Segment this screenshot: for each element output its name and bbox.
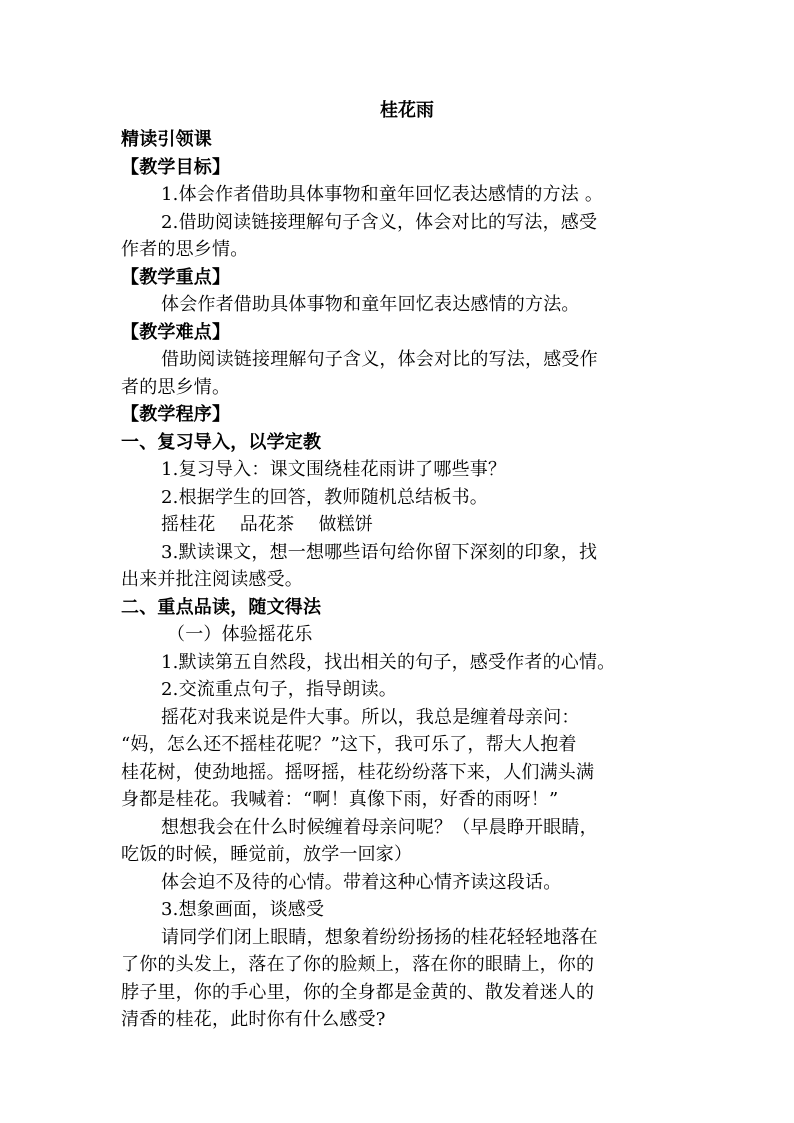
section-heading: 【教学目标】	[121, 156, 231, 178]
body-line: 摇花对我来说是件大事。所以，我总是缠着母亲问：	[161, 706, 580, 728]
body-line: “妈，怎么还不摇桂花呢？”这下，我可乐了，帮大人抱着	[121, 734, 577, 755]
body-line: 3.默读课文，想一想哪些语句给你留下深刻的印象，找	[161, 541, 598, 563]
body-line: （一）体验摇花乐	[167, 624, 313, 645]
body-line: 出来并批注阅读感受。	[121, 569, 303, 590]
body-line: 2.根据学生的回答，教师随机总结板书。	[161, 486, 488, 508]
body-line: 2.交流重点句子，指导朗读。	[161, 679, 397, 700]
body-line: 身都是桂花。我喊着：“啊！真像下雨，好香的雨呀！”	[121, 789, 559, 810]
body-line: 者的思乡情。	[121, 376, 231, 398]
body-line: 吃饭的时候，睡觉前，放学一回家）	[121, 844, 413, 865]
section-heading: 【教学程序】	[121, 404, 231, 425]
body-line: 1.默读第五自然段，找出相关的句子，感受作者的心情。	[161, 651, 616, 673]
body-line: 体会迫不及待的心情。带着这种心情齐读这段话。	[161, 871, 562, 893]
body-line: 体会作者借助具体事物和童年回忆表达感情的方法。	[161, 294, 580, 315]
body-line: 作者的思乡情。	[121, 239, 249, 260]
body-line: 3.想象画面，谈感受	[161, 899, 325, 920]
body-line: 清香的桂花，此时你有什么感受?	[121, 1009, 386, 1030]
section-heading: 精读引领课	[121, 129, 212, 150]
body-line: 请同学们闭上眼睛，想象着纷纷扬扬的桂花轻轻地落在	[161, 926, 598, 948]
body-line: 摇桂花 品花茶 做糕饼	[161, 514, 374, 535]
body-line: 1.复习导入：课文围绕桂花雨讲了哪些事？	[161, 459, 507, 480]
body-line: 1.体会作者借助具体事物和童年回忆表达感情的方法 。	[161, 184, 604, 205]
body-line: 想想我会在什么时候缠着母亲问呢？（早晨睁开眼睛，	[161, 816, 598, 838]
section-heading: 二、重点品读，随文得法	[121, 596, 322, 618]
document-title: 桂花雨	[380, 100, 434, 121]
body-line: 桂花树，使劲地摇。摇呀摇，桂花纷纷落下来，人们满头满	[121, 761, 595, 783]
body-line: 了你的头发上，落在了你的脸颊上，落在你的眼睛上，你的	[121, 954, 595, 975]
body-line: 2.借助阅读链接理解句子含义，体会对比的写法，感受	[161, 211, 598, 233]
section-heading: 【教学难点】	[121, 321, 231, 343]
section-heading: 【教学重点】	[121, 266, 231, 288]
body-line: 借助阅读链接理解句子含义，体会对比的写法，感受作	[161, 349, 598, 370]
body-line: 脖子里，你的手心里，你的全身都是金黄的、散发着迷人的	[121, 981, 595, 1003]
section-heading: 一、复习导入，以学定教	[121, 431, 322, 453]
document-page	[121, 96, 681, 1034]
document-body	[121, 126, 681, 1034]
